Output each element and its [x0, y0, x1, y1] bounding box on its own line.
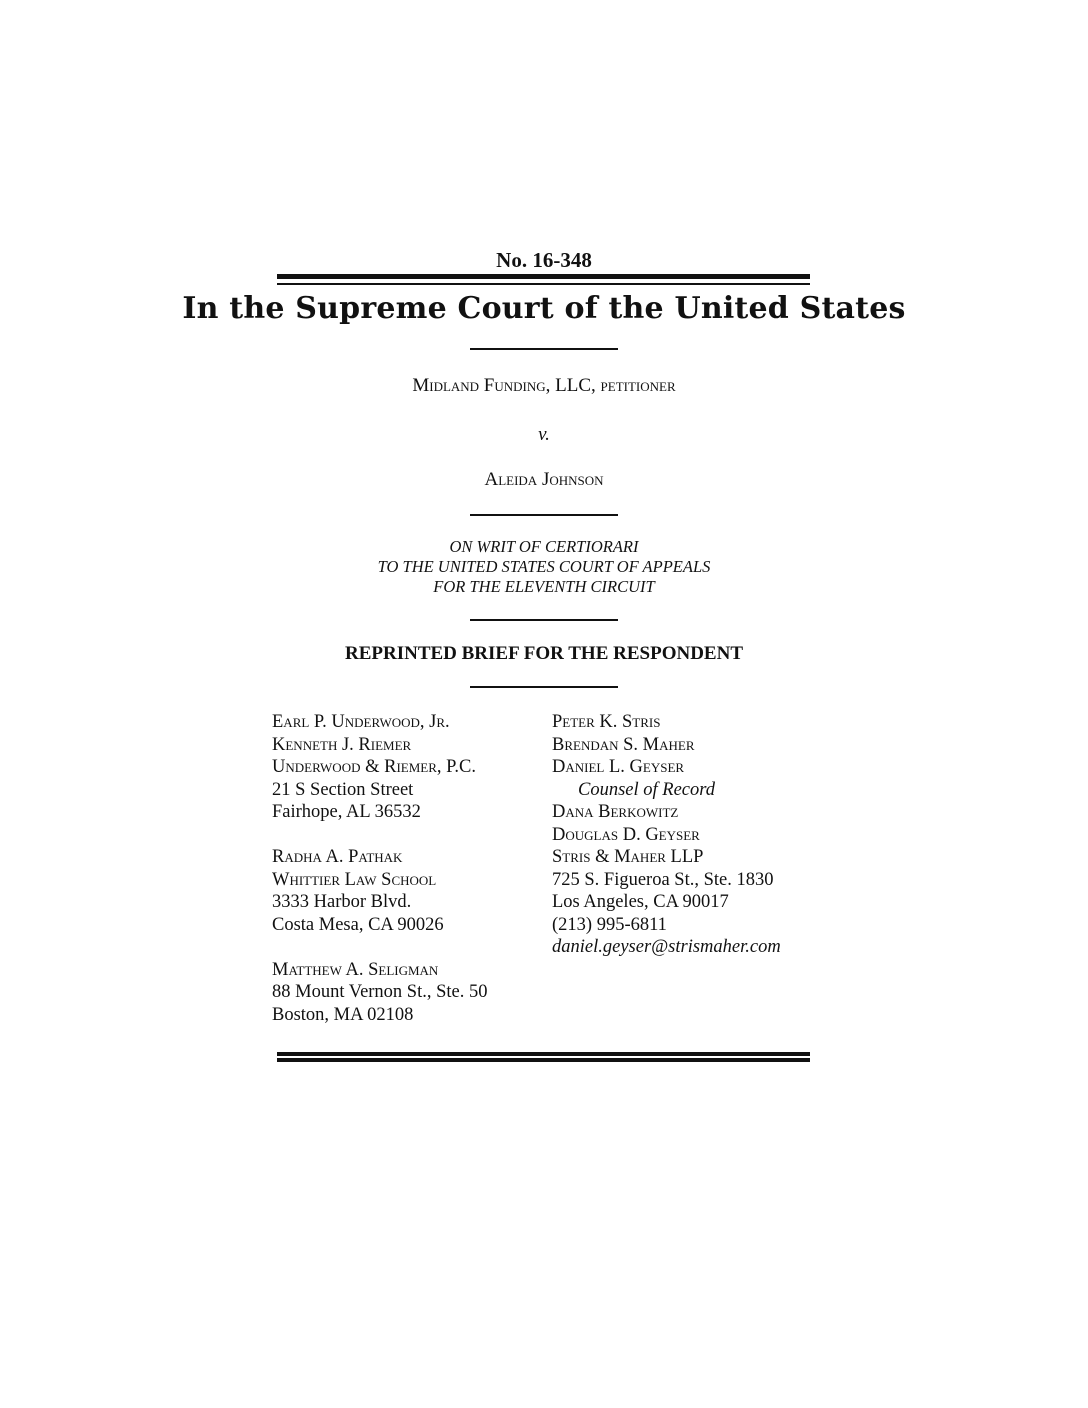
writ-caption [0, 537, 1088, 597]
docket-number: No. 16-348 [496, 248, 592, 272]
address-line: 21 S Section Street [272, 779, 414, 800]
address-line: Fairhope, AL 36532 [272, 802, 421, 822]
counsel-name: Earl P. Underwood, Jr. [272, 712, 450, 732]
counsel-name: Dana Berkowitz [552, 802, 679, 822]
address-line: Los Angeles, CA 90017 [552, 892, 729, 912]
top-thick-rule [277, 274, 810, 279]
counsel-name: Peter K. Stris [552, 712, 661, 732]
bottom-thin-rule [277, 1052, 810, 1056]
bottom-thick-rule [277, 1058, 810, 1062]
counsel-name: Daniel L. Geyser [552, 757, 685, 777]
email-address: daniel.geyser@strismaher.com [552, 937, 781, 957]
counsel-name: Kenneth J. Riemer [272, 734, 412, 755]
address-line: 3333 Harbor Blvd. [272, 892, 412, 912]
counsel-name: Douglas D. Geyser [552, 824, 700, 845]
writ-line-2: TO THE UNITED STATES COURT OF APPEALS [377, 557, 711, 576]
respondent-name: Aleida Johnson [484, 469, 604, 490]
top-thin-rule [277, 283, 810, 285]
address-line: 88 Mount Vernon St., Ste. 50 [272, 982, 488, 1002]
divider-rule-4 [470, 686, 618, 688]
firm-name: Underwood & Riemer, P.C. [272, 757, 476, 777]
counsel-name: Brendan S. Maher [552, 734, 695, 755]
counsel-name: Matthew A. Seligman [272, 959, 439, 980]
counsel-left-column [272, 711, 488, 1026]
brief-title: REPRINTED BRIEF FOR THE RESPONDENT [344, 643, 743, 664]
writ-line-1: ON WRIT OF CERTIORARI [449, 537, 639, 556]
firm-name: Stris & Maher LLP [552, 847, 704, 867]
versus-label: v. [538, 424, 550, 445]
counsel-of-record-label: Counsel of Record [578, 779, 716, 800]
address-line: 725 S. Figueroa St., Ste. 1830 [552, 869, 774, 890]
court-title: In the Supreme Court of the United States [182, 291, 906, 326]
address-line: Costa Mesa, CA 90026 [272, 914, 444, 935]
divider-rule-1 [470, 348, 618, 350]
phone-number: (213) 995-6811 [552, 914, 667, 935]
divider-rule-3 [470, 619, 618, 621]
address-line: Boston, MA 02108 [272, 1004, 414, 1025]
firm-name: Whittier Law School [272, 869, 437, 890]
divider-rule-2 [470, 514, 618, 516]
writ-line-3: FOR THE ELEVENTH CIRCUIT [433, 577, 655, 596]
counsel-name: Radha A. Pathak [272, 847, 403, 867]
petitioner-name: Midland Funding, LLC, petitioner [412, 375, 676, 396]
counsel-right-column [552, 711, 781, 959]
